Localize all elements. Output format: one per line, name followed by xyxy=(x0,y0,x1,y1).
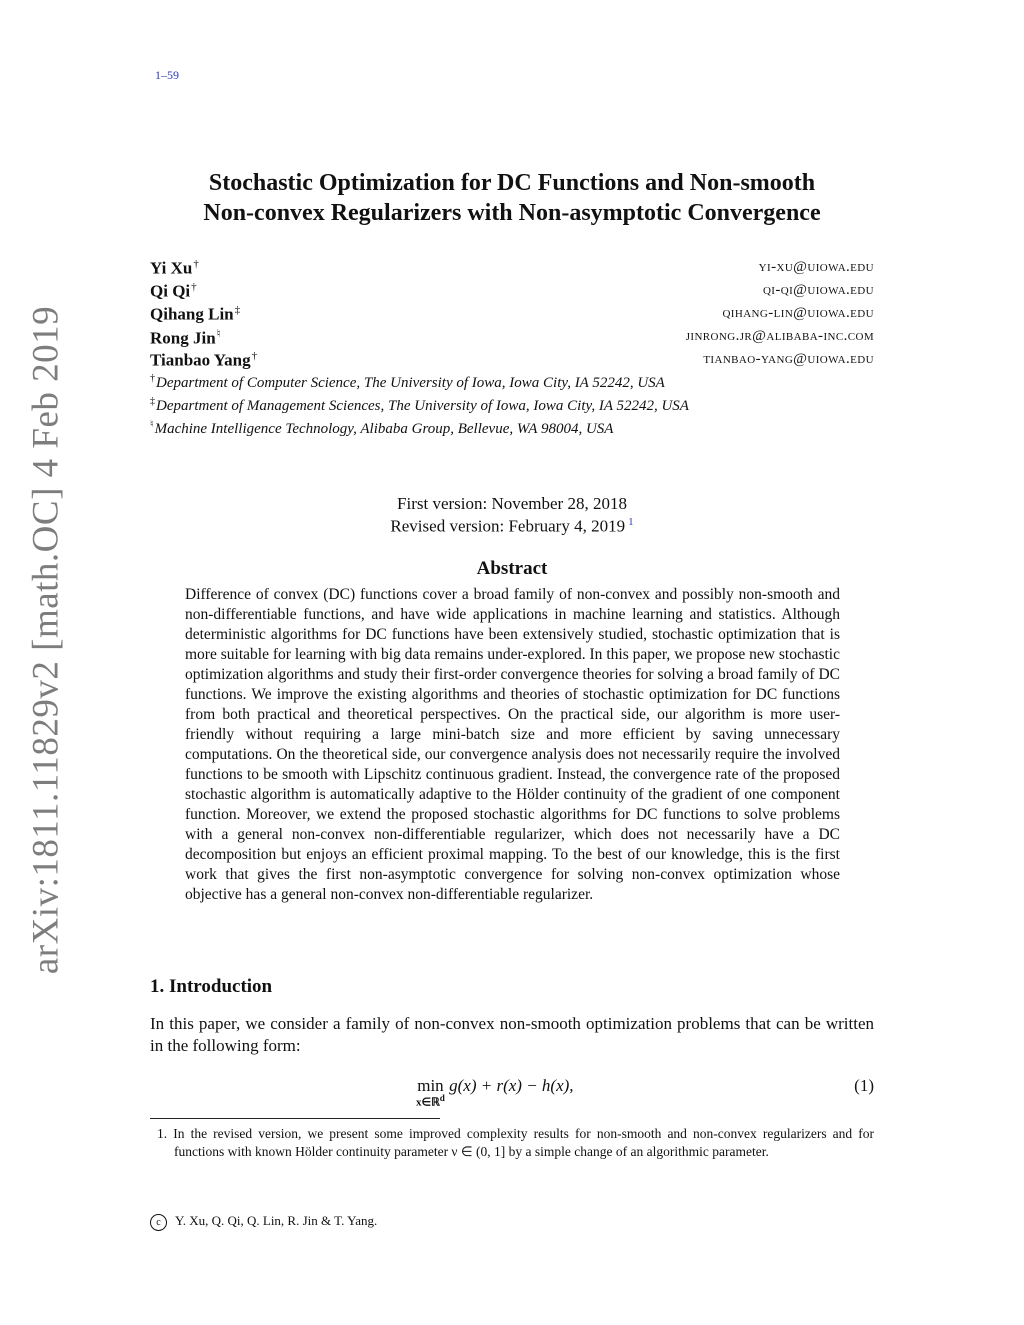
equation-body: g(x) + r(x) − h(x), xyxy=(449,1076,574,1095)
footnote-reference[interactable]: 1 xyxy=(628,516,634,528)
author-row xyxy=(150,350,874,372)
author-email[interactable]: yi-xu@uiowa.edu xyxy=(758,259,874,275)
footnote-1: 1. In the revised version, we present some improved complexity results for non-smooth and non-convex regularizers and for functions with known Hölder continuity parameter ν ∈ (0, 1] by a simple change of an algorithmic parameter. xyxy=(157,1126,874,1159)
page-range: 1–59 xyxy=(155,68,179,82)
author-row xyxy=(150,327,874,349)
copyright-notice: c Y. Xu, Q. Qi, Q. Lin, R. Jin & T. Yang. xyxy=(150,1213,377,1231)
footnote-divider xyxy=(150,1118,440,1119)
affiliation: ♮Machine Intelligence Technology, Alibaba Group, Bellevue, WA 98004, USA xyxy=(150,419,614,437)
arxiv-identifier-stamp: arXiv:1811.11829v2 [math.OC] 4 Feb 2019 xyxy=(25,305,67,975)
abstract-body: Difference of convex (DC) functions cover a broad family of non-convex and possibly non-smooth and non-differentiable functions, and have wide applications in machine learning and statistics. Although deterministic algorithms for DC functions have been extensively studied, stochastic optimization that is more suitable for learning with big data remains under-explored. In this paper, we propose new stochastic optimization algorithms and study their first-order convergence theories for solving a broad family of DC functions. We improve the existing algorithms and theories of stochastic optimization for DC functions from both practical and theoretical perspectives. On the practical side, our algorithm is more user-friendly without requiring a large mini-batch size and more efficient by saving unnecessary computations. On the theoretical side, our convergence analysis does not necessarily require the involved functions to be smooth with Lipschitz continuous gradient. Instead, the convergence rate of the proposed stochastic algorithm is automatically adaptive to the Hölder continuity of the gradient of one component function. Moreover, we extend the proposed stochastic algorithms for DC functions to solve problems with a general non-convex non-differentiable regularizer, which does not necessarily have a DC decomposition but enjoys an efficient proximal mapping. To the best of our knowledge, this is the first work that gives the first non-asymptotic convergence for solving non-convex optimization whose objective has a general non-convex non-differentiable regularizer. xyxy=(185,586,840,903)
author-name: Qihang Lin‡ xyxy=(150,304,241,324)
affiliation: ‡Department of Management Sciences, The University of Iowa, Iowa City, IA 52242, USA xyxy=(150,396,689,414)
paper-title-line-2: Non-convex Regularizers with Non-asymptotic Convergence xyxy=(203,200,821,226)
paper-title xyxy=(112,168,912,228)
equation-1 xyxy=(416,1076,574,1109)
affiliation: †Department of Computer Science, The University of Iowa, Iowa City, IA 52242, USA xyxy=(150,373,665,391)
revised-version-date: Revised version: February 4, 2019 $^1$ xyxy=(390,516,634,536)
author-email[interactable]: jinrong.jr@alibaba-inc.com xyxy=(685,328,874,344)
author-name: Rong Jin♮ xyxy=(150,328,221,348)
first-version-date: First version: November 28, 2018 xyxy=(397,494,627,513)
copyright-icon: c xyxy=(150,1214,167,1231)
author-row xyxy=(150,281,874,303)
author-name: Yi Xu† xyxy=(150,258,199,278)
author-name: Tianbao Yang† xyxy=(150,350,258,370)
author-email[interactable]: qihang-lin@uiowa.edu xyxy=(722,305,874,321)
min-operator: min x∈ℝ$^d$ xyxy=(416,1076,445,1109)
author-email[interactable]: qi-qi@uiowa.edu xyxy=(762,282,874,298)
abstract-heading: Abstract xyxy=(476,558,548,579)
equation-number: (1) xyxy=(854,1076,874,1095)
author-name: Qi Qi† xyxy=(150,281,197,301)
author-email[interactable]: tianbao-yang@uiowa.edu xyxy=(703,351,874,367)
paper-title-line-1: Stochastic Optimization for DC Functions and Non-smooth xyxy=(208,170,816,196)
section-heading-introduction: 1. Introduction xyxy=(150,976,273,997)
author-row xyxy=(150,258,874,280)
introduction-paragraph: In this paper, we consider a family of non-convex non-smooth optimization problems that can be written in the following form: xyxy=(150,1014,874,1055)
author-row xyxy=(150,304,874,326)
